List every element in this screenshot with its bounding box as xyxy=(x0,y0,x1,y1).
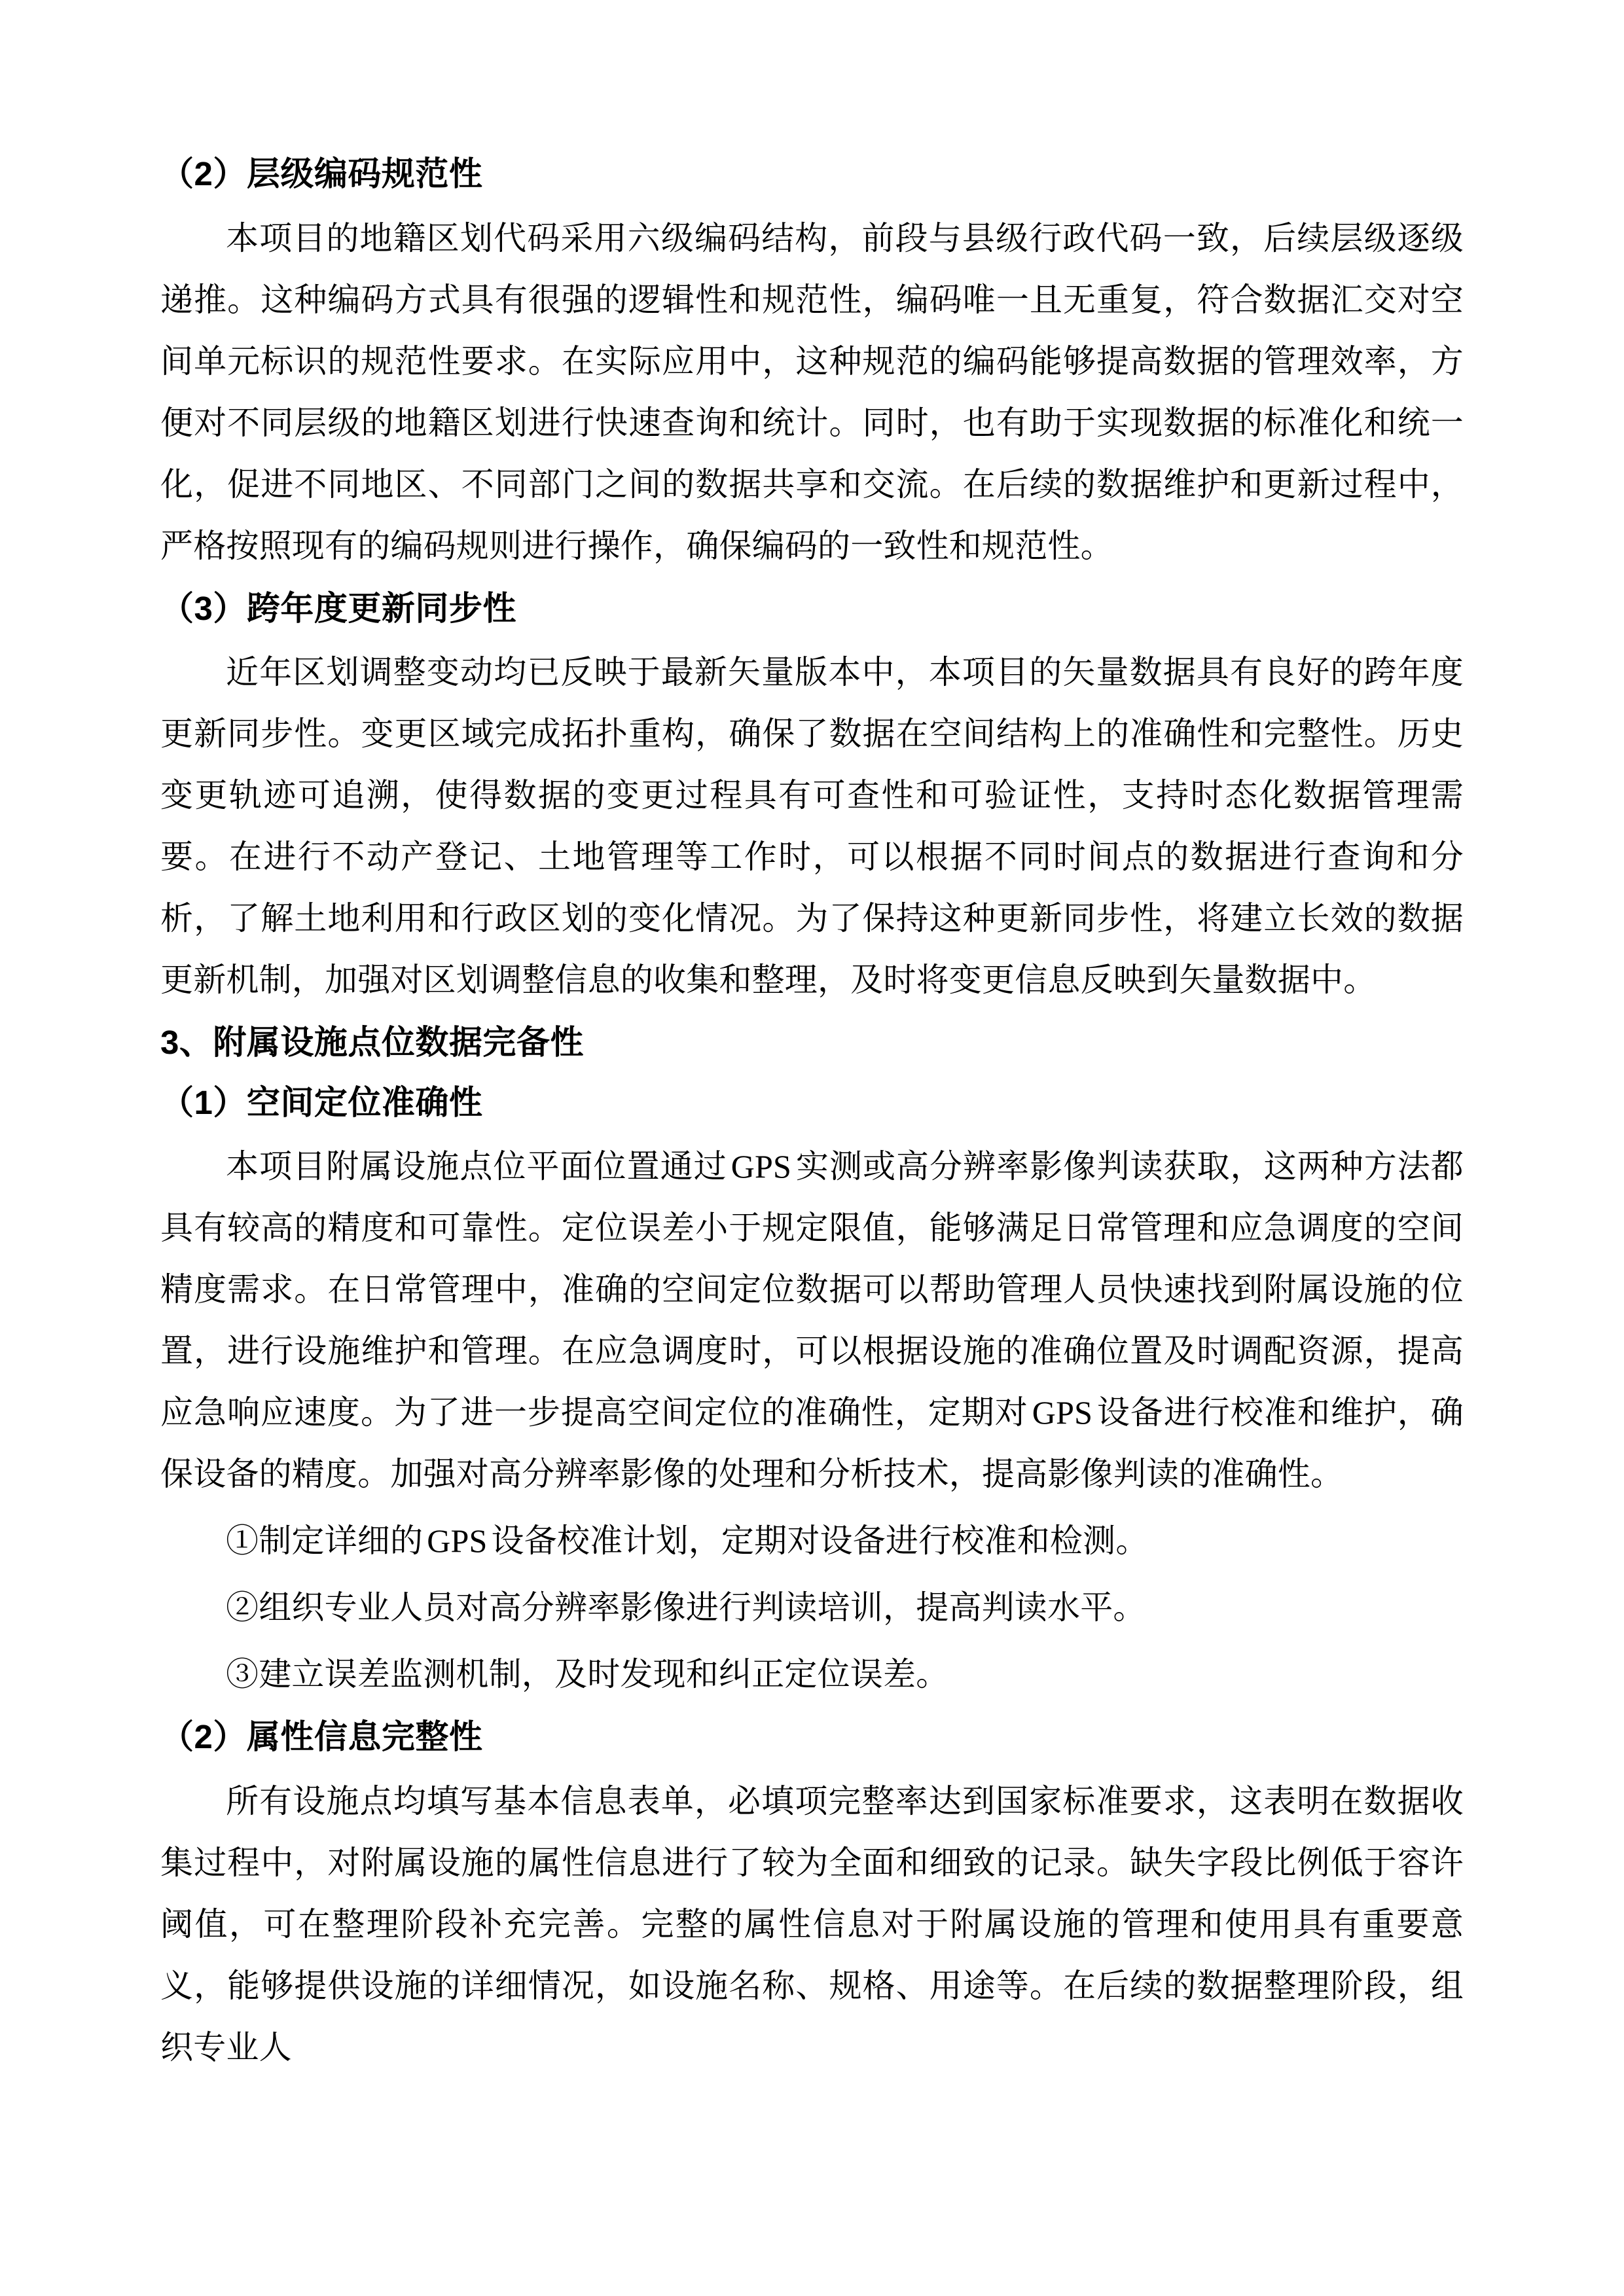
list-item-image-interpretation-training: ②组织专业人员对高分辨率影像进行判读培训，提高判读水平。 xyxy=(226,1589,1146,1626)
list-item-gps-calibration-plan: ①制定详细的 GPS 设备校准计划，定期对设备进行校准和检测。 xyxy=(226,1522,1149,1560)
heading-attribute-information-completeness: （2）属性信息完整性 xyxy=(160,1718,483,1756)
latin-run: GPS xyxy=(1032,1394,1093,1431)
paragraph-cross-year-update-synchronization: 近年区划调整变动均已反映于最新矢量版本中，本项目的矢量数据具有良好的跨年度更新同步性。变更区域完成拓扑重构，确保了数据在空间结构上的准确性和完整性。历史变更轨迹可追溯，使得数据的变更过程具有可查性和可验证性，支持时态化数据管理需要。在进行不动产登记、土地管理等工作时，可以根据不同时间点的数据进行查询和分析，了解土地利用和行政区划的变化情况。为了保持这种更新同步性，将建立长效的数据更新机制，加强对区划调整信息的收集和整理，及时将变更信息反映到矢量数据中。 xyxy=(160,654,1464,999)
paragraph-spatial-positioning-accuracy: 本项目附属设施点位平面位置通过 GPS 实测或高分辨率影像判读获取，这两种方法都具有较高的精度和可靠性。定位误差小于规定限值，能够满足日常管理和应急调度的空间精度需求。在日常管理中，准确的空间定位数据可以帮助管理人员快速找到附属设施的位置，进行设施维护和管理。在应急调度时，可以根据设施的准确位置及时调配资源，提高应急响应速度。为了进一步提高空间定位的准确性，定期对 GPS 设备进行校准和维护，确保设备的精度。加强对高分辨率影像的处理和分析技术，提高影像判读的准确性。 xyxy=(160,1148,1464,1493)
list-item-error-monitoring-mechanism: ③建立误差监测机制，及时发现和纠正定位误差。 xyxy=(226,1656,949,1693)
document-content xyxy=(160,147,1464,2078)
heading-section-3-ancillary-facility-point-data-completeness: 3、附属设施点位数据完备性 xyxy=(160,1024,584,1062)
heading-cross-year-update-synchronization: （3）跨年度更新同步性 xyxy=(160,589,516,627)
latin-run: GPS xyxy=(731,1148,792,1185)
heading-spatial-positioning-accuracy: （1）空间定位准确性 xyxy=(160,1083,483,1121)
latin-run: GPS xyxy=(427,1522,488,1560)
paragraph-hierarchical-coding-standardization: 本项目的地籍区划代码采用六级编码结构，前段与县级行政代码一致，后续层级逐级递推。这种编码方式具有很强的逻辑性和规范性，编码唯一且无重复，符合数据汇交对空间单元标识的规范性要求。在实际应用中，这种规范的编码能够提高数据的管理效率，方便对不同层级的地籍区划进行快速查询和统计。同时，也有助于实现数据的标准化和统一化，促进不同地区、不同部门之间的数据共享和交流。在后续的数据维护和更新过程中，严格按照现有的编码规则进行操作，确保编码的一致性和规范性。 xyxy=(160,219,1464,564)
paragraph-attribute-information-completeness: 所有设施点均填写基本信息表单，必填项完整率达到国家标准要求，这表明在数据收集过程中，对附属设施的属性信息进行了较为全面和细致的记录。缺失字段比例低于容许阈值，可在整理阶段补充完善。完整的属性信息对于附属设施的管理和使用具有重要意义，能够提供设施的详细情况，如设施名称、规格、用途等。在后续的数据整理阶段，组织专业人 xyxy=(160,1782,1464,2066)
heading-hierarchical-coding-standardization: （2）层级编码规范性 xyxy=(160,155,483,192)
